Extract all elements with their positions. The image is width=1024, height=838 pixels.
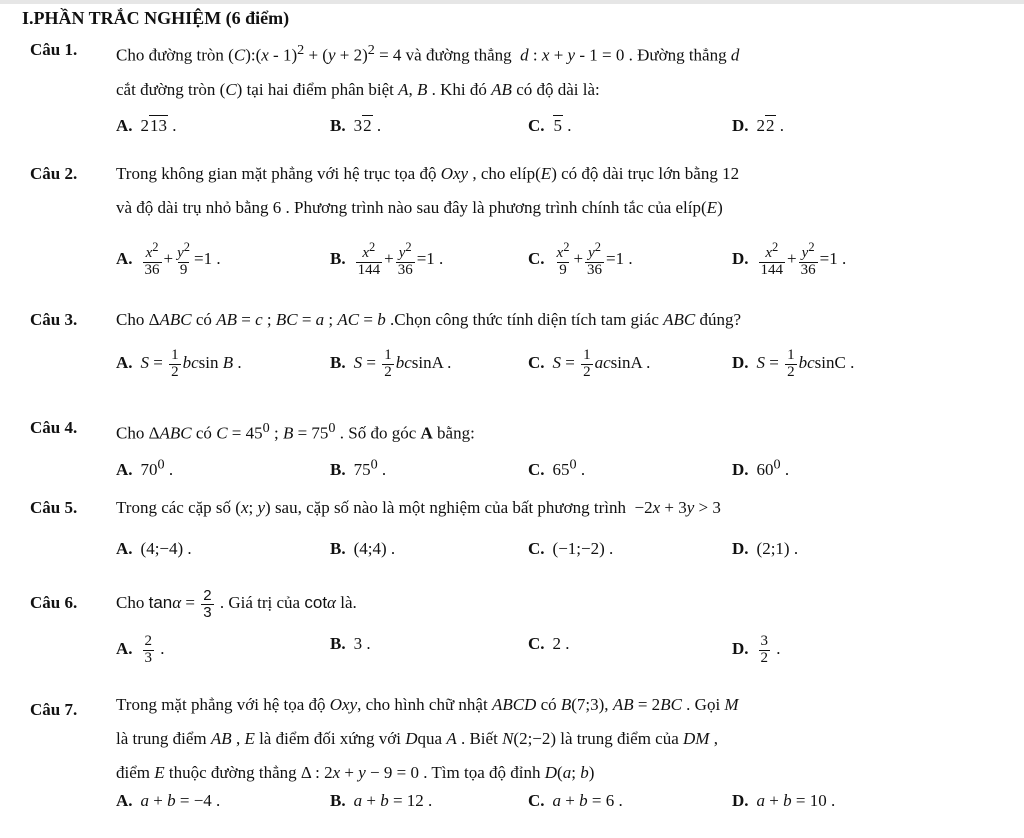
question-3-option-c[interactable]: [528, 348, 650, 381]
question-3-option-b[interactable]: [330, 348, 451, 381]
option-letter: A.: [116, 248, 133, 268]
question-6-label: Câu 6.: [30, 593, 78, 612]
option-value: $\frac{x^2}{144}$ + $\frac{y^2}{36}$ =1 .: [357, 240, 444, 278]
top-border: [0, 0, 1024, 4]
question-1-option-a[interactable]: [116, 116, 177, 136]
question-2-option-c[interactable]: [528, 241, 633, 279]
option-letter: C.: [528, 353, 545, 373]
question-3-option-d[interactable]: [732, 348, 854, 381]
question-1-text: Cho đường tròn (C):(x - $1)^2 + (y + 2)^2 = 4$ và đường thẳng d : x + y - 1 = 0 . Đường thẳng d cắt đường tròn (C) tại hai điểm phân biệt A, B . Khi đó AB có độ dài là:: [116, 42, 740, 99]
question-5-option-a[interactable]: [116, 539, 192, 559]
question-7-option-d[interactable]: [732, 791, 835, 811]
option-value: $\frac{x^2}{144}$ + $\frac{y^2}{36}$ =1 .: [760, 240, 847, 278]
option-letter: A.: [116, 353, 133, 373]
question-1-option-b[interactable]: [330, 116, 381, 136]
question-6-option-a[interactable]: [116, 634, 165, 667]
question-2-text: Trong không gian mặt phẳng với hệ trục tọa độ Oxy , cho elíp(E) có độ dài trục lớn bằng 12 và độ dài trụ nhỏ bằng 6 . Phương trình nào sau đây là phương trình chính tắc của elíp(E): [116, 164, 740, 217]
option-letter: B.: [330, 353, 346, 373]
question-6-option-b[interactable]: [330, 634, 371, 654]
question-4-option-d[interactable]: [732, 456, 789, 480]
option-value: $65^0$ .: [552, 456, 586, 479]
option-letter: D.: [732, 116, 749, 135]
option-letter: B.: [330, 634, 346, 653]
option-letter: A.: [116, 459, 133, 479]
option-value: a + b = −4 .: [140, 791, 221, 810]
option-value: a + b = 6 .: [552, 791, 623, 810]
option-value: $75^0$ .: [353, 456, 387, 479]
option-letter: D.: [732, 791, 749, 810]
option-letter: B.: [330, 116, 346, 135]
question-7-option-a[interactable]: [116, 791, 220, 811]
question-4-option-a[interactable]: [116, 456, 173, 480]
option-letter: C.: [528, 539, 545, 558]
question-4-option-b[interactable]: [330, 456, 386, 480]
option-value: S = $\frac{1}{2}$ bcsin B .: [140, 347, 242, 380]
option-value: 2 .: [552, 634, 570, 653]
option-value: (4;4) .: [353, 539, 396, 558]
option-letter: D.: [732, 459, 749, 479]
option-value: 22 .: [756, 116, 785, 135]
question-3-option-a[interactable]: [116, 348, 242, 381]
option-value: a + b = 10 .: [756, 791, 836, 810]
option-letter: D.: [732, 353, 749, 373]
option-value: 5 .: [553, 116, 572, 135]
question-4-label: Câu 4.: [30, 418, 78, 437]
option-value: (4;−4) .: [140, 539, 192, 558]
question-5-text: Trong các cặp số (x; y) sau, cặp số nào là một nghiệm của bất phương trình −2x + 3y > 3: [116, 498, 721, 517]
question-3-label: Câu 3.: [30, 310, 78, 329]
option-value: $\frac{x^2}{36}$ + $\frac{y^2}{9}$ =1 .: [144, 240, 221, 278]
question-1-option-d[interactable]: [732, 116, 784, 136]
question-2-option-d[interactable]: [732, 241, 846, 279]
option-value: (2;1) .: [756, 539, 799, 558]
option-value: $\frac{x^2}{9}$ + $\frac{y^2}{36}$ =1 .: [556, 240, 633, 278]
option-letter: B.: [330, 459, 346, 479]
option-value: 3 .: [353, 634, 371, 653]
option-value: 32 .: [353, 116, 382, 135]
option-letter: C.: [528, 459, 545, 479]
option-value: $\frac{3}{2}$ .: [760, 633, 781, 666]
question-5-label: Câu 5.: [30, 498, 78, 517]
question-4-option-c[interactable]: [528, 456, 585, 480]
question-1-option-c[interactable]: [528, 116, 572, 136]
question-6-option-c[interactable]: [528, 634, 570, 654]
question-5-option-d[interactable]: [732, 539, 798, 559]
question-7-option-c[interactable]: [528, 791, 623, 811]
option-letter: D.: [732, 248, 749, 268]
question-1-label: Câu 1.: [30, 40, 78, 59]
option-letter: B.: [330, 791, 346, 810]
option-letter: C.: [528, 791, 545, 810]
question-4-text: Cho ΔABC có $C = 45^0$ ; $B = 75^0$ . Số đo góc A bằng:: [116, 420, 475, 443]
option-value: a + b = 12 .: [353, 791, 433, 810]
option-value: $60^0$ .: [756, 456, 790, 479]
option-letter: A.: [116, 639, 133, 659]
question-7-label: Câu 7.: [30, 700, 78, 719]
section-title: I.PHẦN TRẮC NGHIỆM (6 điểm): [22, 8, 290, 28]
question-2-option-b[interactable]: [330, 241, 443, 279]
option-letter: A.: [116, 539, 133, 558]
option-letter: C.: [528, 116, 545, 135]
option-letter: B.: [330, 248, 346, 268]
question-7-option-b[interactable]: [330, 791, 432, 811]
question-5-option-c[interactable]: [528, 539, 613, 559]
option-value: 213 .: [140, 116, 177, 135]
option-value: S = $\frac{1}{2}$ bcsinC .: [756, 347, 855, 380]
option-letter: D.: [732, 539, 749, 558]
option-letter: D.: [732, 639, 749, 659]
question-6-option-d[interactable]: [732, 634, 781, 667]
option-letter: C.: [528, 248, 545, 268]
option-value: $\frac{2}{3}$ .: [144, 633, 165, 666]
option-letter: A.: [116, 791, 133, 810]
question-3-text: Cho ΔABC có AB = c ; BC = a ; AC = b .Chọn công thức tính diện tích tam giác ABC đúng?: [116, 310, 742, 329]
option-value: (−1;−2) .: [552, 539, 614, 558]
option-letter: B.: [330, 539, 346, 558]
question-7-text: Trong mặt phẳng với hệ tọa độ Oxy, cho hình chữ nhật ABCD có B(7;3), AB = 2BC . Gọi M là trung điểm AB , E là điểm đối xứng với Dqua A . Biết N(2;−2) là trung điểm của DM , điểm E thuộc đường thẳng Δ : 2x + y − 9 = 0 . Tìm tọa độ đỉnh D(a; b): [116, 695, 739, 782]
option-value: $70^0$ .: [140, 456, 174, 479]
question-6-text: Cho tanα = $\frac{2}{3}$ . Giá trị của cotα là.: [116, 586, 357, 621]
option-value: S = $\frac{1}{2}$ bcsinA .: [353, 347, 452, 380]
option-letter: C.: [528, 634, 545, 653]
question-5-option-b[interactable]: [330, 539, 395, 559]
option-value: S = $\frac{1}{2}$ acsinA .: [552, 347, 651, 380]
question-2-label: Câu 2.: [30, 164, 78, 183]
option-letter: A.: [116, 116, 133, 135]
question-2-option-a[interactable]: [116, 241, 221, 279]
